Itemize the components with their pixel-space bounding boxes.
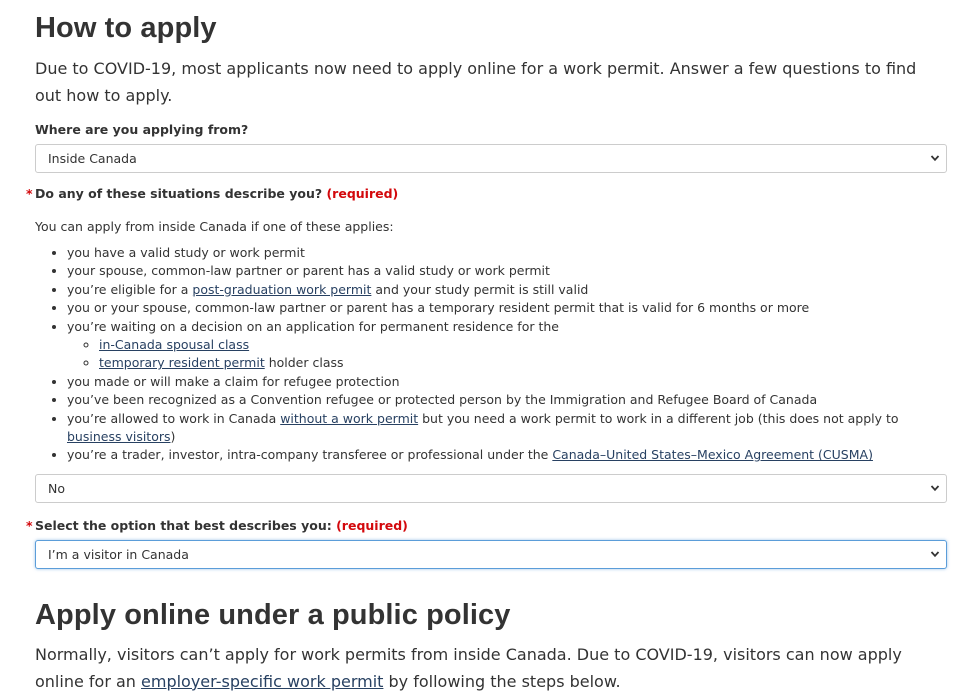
list-item: [67, 299, 947, 317]
list-item-text: you made or will make a claim for refugee protection: [67, 373, 400, 389]
situations-value: No: [48, 480, 65, 496]
sub-list-item: [99, 354, 947, 372]
applying-from-value: Inside Canada: [48, 151, 137, 166]
chevron-down-icon: [930, 483, 940, 493]
situations-intro: You can apply from inside Canada if one of these applies:: [35, 219, 394, 234]
section-title: Apply online under a public policy: [35, 598, 511, 631]
describes-you-select[interactable]: [35, 540, 947, 569]
situations-list: [35, 244, 947, 465]
list-item: [67, 410, 947, 447]
list-item: [67, 244, 947, 262]
list-item-text: ): [170, 429, 176, 445]
list-item: [67, 373, 947, 391]
sub-list-item: [99, 336, 947, 354]
list-item-text: you or your spouse, common-law partner or parent has a temporary resident permit that is valid for 6 months or more: [67, 300, 810, 316]
temporary-resident-permit-link[interactable]: temporary resident permit: [99, 355, 265, 371]
main-content: [26, 0, 947, 695]
list-item-text: you’re allowed to work in Canada: [67, 410, 281, 426]
required-star: *: [26, 186, 33, 201]
list-item-text: you’ve been recognized as a Convention refugee or protected person by the Immigration and Refugee Board of Canada: [67, 392, 818, 408]
in-canada-spousal-class-link[interactable]: in-Canada spousal class: [99, 337, 250, 353]
list-item-text: you’re eligible for a: [67, 281, 193, 297]
list-item: [67, 262, 947, 280]
applying-from-select[interactable]: [35, 144, 947, 173]
q3-label: [26, 517, 947, 534]
list-item-text: your spouse, common-law partner or parent has a valid study or work permit: [67, 263, 550, 279]
situations-select[interactable]: [35, 474, 947, 503]
list-item-text: you’re a trader, investor, intra-company transferee or professional under the: [67, 447, 553, 463]
employer-specific-work-permit-link[interactable]: employer-specific work permit: [141, 671, 384, 691]
list-item: [67, 391, 947, 409]
page-title: How to apply: [35, 12, 217, 44]
q3-label-text: Select the option that best describes you:: [35, 517, 332, 533]
list-item-text: you have a valid study or work permit: [67, 245, 305, 260]
list-item: [67, 446, 947, 464]
q2-label-text: Do any of these situations describe you?: [35, 186, 323, 201]
describes-you-value: I’m a visitor in Canada: [48, 546, 189, 562]
intro-paragraph: Due to COVID-19, most applicants now need to apply online for a work permit. Answer a few questions to find out how to apply.: [35, 59, 917, 105]
required-marker: (required): [336, 517, 408, 533]
q2-label: [26, 186, 947, 202]
without-a-work-permit-link[interactable]: without a work permit: [280, 410, 419, 426]
list-item-text: you’re waiting on a decision on an application for permanent residence for the: [67, 318, 559, 334]
section-paragraph-text: by following the steps below.: [383, 671, 621, 691]
business-visitors-link[interactable]: business visitors: [67, 429, 171, 445]
required-star: *: [26, 517, 33, 533]
post-graduation-work-permit-link[interactable]: post-graduation work permit: [192, 281, 372, 297]
required-marker: (required): [326, 186, 399, 201]
cusma-link[interactable]: Canada–United States–Mexico Agreement (CUSMA): [552, 447, 873, 463]
list-item: [67, 318, 947, 373]
sub-list: [67, 336, 947, 373]
list-item-text: but you need a work permit to work in a different job (this does not apply to: [418, 410, 899, 426]
list-item-text: holder class: [264, 355, 344, 371]
q1-label: Where are you applying from?: [35, 122, 249, 137]
list-item-text: and your study permit is still valid: [371, 281, 589, 297]
chevron-down-icon: [930, 549, 940, 559]
section-paragraph-text: Normally, visitors can’t apply for work permits from inside Canada. Due to COVID-19, visitors can now apply online for an: [35, 644, 902, 691]
list-item: [67, 281, 947, 299]
chevron-down-icon: [930, 153, 940, 163]
